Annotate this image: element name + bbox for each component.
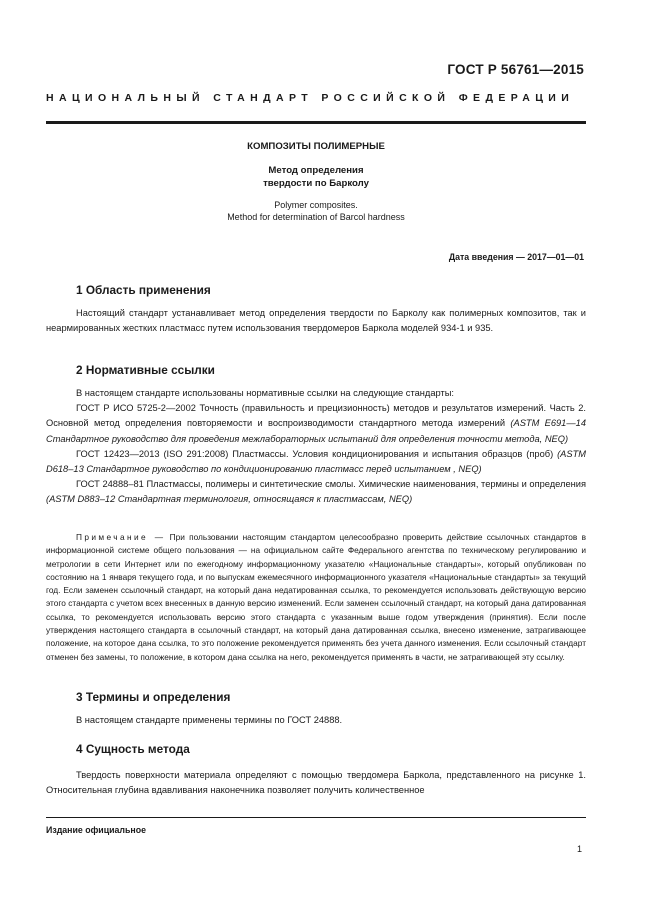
english-title-line-2: Method for determination of Barcol hardness [227,212,405,222]
subtitle-line-1: Метод определения [268,165,364,176]
document-subtitle [46,164,586,190]
section-3-paragraph: В настоящем стандарте применены термины по ГОСТ 24888. [76,715,343,725]
reference-item [46,477,586,507]
section-1-heading: 1 Область применения [76,283,211,297]
introduction-date: Дата введения — 2017—01—01 [448,252,584,262]
section-2-body [46,386,586,508]
reference-text: ГОСТ Р ИСО 5725-2—2002 Точность (правильность и прецизионность) методов и результатов измерений. Часть 2. Основной метод определения повторяемости и воспроизводимости стандартного метода измерений [46,403,586,429]
national-standard-banner: НАЦИОНАЛЬНЫЙ СТАНДАРТ РОССИЙСКОЙ ФЕДЕРАЦИИ [46,92,575,104]
subtitle-line-2: твердости по Барколу [263,178,369,189]
document-title: КОМПОЗИТЫ ПОЛИМЕРНЫЕ [247,141,385,152]
section-4-paragraph: Твердость поверхности материала определяют с помощью твердомера Баркола, представленного на рисунке 1. Относительная глубина вдавливания наконечника позволяет получить количественное [46,770,586,796]
reference-equivalent: (ASTM D883–12 Стандартная терминология, относящаяся к пластмассам, NEQ) [46,494,413,505]
reference-equivalent: (ASTM D618–13 Стандартное руководство по кондиционированию пластмасс перед испытанием , NEQ) [46,448,586,475]
reference-text: ГОСТ 12423—2013 (ISO 291:2008) Пластмассы. Условия кондиционирования и испытания образцов (проб) [76,448,554,459]
footer-rule [46,817,586,818]
reference-item [46,401,586,447]
english-title-line-1: Polymer composites. [274,200,358,210]
reference-equivalent: (ASTM E691—14 Стандартное руководство для проведения межлабораторных испытаний для определения точности метода, NEQ) [46,418,586,444]
section-2-heading: 2 Нормативные ссылки [76,363,215,377]
note-label: Примечание — [76,532,166,542]
english-title [46,199,586,223]
header-rule [46,121,586,124]
page-number: 1 [576,844,582,854]
reference-item [46,447,586,477]
references-note [46,531,586,664]
section-3-heading: 3 Термины и определения [76,690,231,704]
section-4-body [46,768,586,798]
references-intro: В настоящем стандарте использованы нормативные ссылки на следующие стандарты: [76,388,455,398]
gost-code: ГОСТ Р 56761—2015 [447,62,584,77]
official-edition-label: Издание официальное [46,825,146,835]
section-3-body [46,713,586,728]
section-1-body [46,306,586,336]
section-1-paragraph: Настоящий стандарт устанавливает метод определения твердости по Барколу как полимерных композитов, так и неармированных жестких пластмасс путем использования твердомеров Баркола моделей 934-1 и 935. [46,308,586,334]
reference-text: ГОСТ 24888–81 Пластмассы, полимеры и синтетические смолы. Химические наименования, термины и определения [76,479,586,490]
note-text: При пользовании настоящим стандартом целесообразно проверить действие ссылочных стандартов в информационной системе общего пользования — на официальном сайте Федерального агентства по техническому регулированию и метрологии в сети Интернет или по ежегодному информационному указателю «Национальные стандарты», который опубликован по состоянию на 1 января текущего года, и по выпускам ежемесячного информационного указателя «Национальные стандарты» за текущий год. Если заменен ссылочный стандарт, на который дана недатированная ссылка, то рекомендуется использовать действующую версию этого стандарта с учетом всех внесенных в данную версию изменений. Если заменен ссылочный стандарт, на который дана датированная ссылка, то рекомендуется использовать версию этого стандарта с указанным выше годом утверждения (принятия). Если после утверждения настоящего стандарта в ссылочный стандарт, на который дана датированная ссылка, внесено изменение, затрагивающее положение, на которое дана ссылка, то это положение рекомендуется применять без учета данного изменения. Если ссылочный стандарт отменен без замены, то положение, в котором дана ссылка на него, рекомендуется применять в части, не затрагивающей эту ссылку. [46,532,586,662]
section-4-heading: 4 Сущность метода [76,742,190,756]
